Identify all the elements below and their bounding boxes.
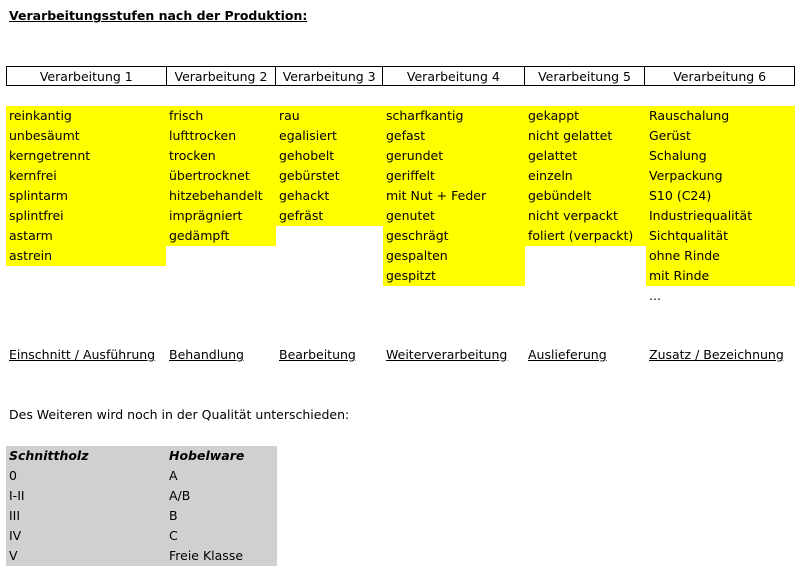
list-item: S10 (C24) xyxy=(646,186,795,206)
header-verarbeitung-3: Verarbeitung 3 xyxy=(276,67,383,85)
list-item: imprägniert xyxy=(166,206,276,226)
list-item: gedämpft xyxy=(166,226,276,246)
list-item: Rauschalung xyxy=(646,106,795,126)
list-item: gehobelt xyxy=(276,146,383,166)
header-verarbeitung-6: Verarbeitung 6 xyxy=(673,68,767,84)
list-item: kernfrei xyxy=(6,166,166,186)
list-item: foliert (verpackt) xyxy=(525,226,646,246)
list-item: gehackt xyxy=(276,186,383,206)
list-item: mit Nut + Feder xyxy=(383,186,525,206)
list-item: Sichtqualität xyxy=(646,226,795,246)
list-item: gefräst xyxy=(276,206,383,226)
list-item: splintarm xyxy=(6,186,166,206)
category-auslieferung: Auslieferung xyxy=(528,347,607,362)
schnittholz-value: IV xyxy=(9,528,22,543)
list-item: trocken xyxy=(166,146,276,166)
column-verarbeitung-5 xyxy=(525,106,646,246)
list-item: gefast xyxy=(383,126,525,146)
list-item: rau xyxy=(276,106,383,126)
schnittholz-value: 0 xyxy=(9,468,17,483)
list-item: gelattet xyxy=(525,146,646,166)
list-item: scharfkantig xyxy=(383,106,525,126)
list-item: astarm xyxy=(6,226,166,246)
list-item: Schalung xyxy=(646,146,795,166)
column-verarbeitung-4 xyxy=(383,106,525,286)
list-item: gekappt xyxy=(525,106,646,126)
schnittholz-value: V xyxy=(9,548,18,563)
list-item: nicht gelattet xyxy=(525,126,646,146)
schnittholz-value: I-II xyxy=(9,488,25,503)
header-hobelware: Hobelware xyxy=(169,448,245,463)
column-verarbeitung-2 xyxy=(166,106,276,246)
quality-note: Des Weiteren wird noch in der Qualität unterschieden: xyxy=(9,407,350,422)
category-zusatz: Zusatz / Bezeichnung xyxy=(649,347,784,362)
list-item: gespalten xyxy=(383,246,525,266)
list-item: frisch xyxy=(166,106,276,126)
hobelware-value: A xyxy=(169,468,178,483)
list-item: Gerüst xyxy=(646,126,795,146)
list-item: lufttrocken xyxy=(166,126,276,146)
list-item: Industriequalität xyxy=(646,206,795,226)
quality-header-row xyxy=(6,446,277,466)
list-item: astrein xyxy=(6,246,166,266)
category-einschnitt: Einschnitt / Ausführung xyxy=(9,347,156,362)
list-item: gespitzt xyxy=(383,266,525,286)
header-verarbeitung-1: Verarbeitung 1 xyxy=(7,67,167,85)
header-schnittholz: Schnittholz xyxy=(9,448,89,463)
table-row xyxy=(6,526,277,546)
list-item: genutet xyxy=(383,206,525,226)
list-item: egalisiert xyxy=(276,126,383,146)
list-item: hitzebehandelt xyxy=(166,186,276,206)
list-item: gerundet xyxy=(383,146,525,166)
hobelware-value: C xyxy=(169,528,178,543)
table-row xyxy=(6,466,277,486)
list-item: übertrocknet xyxy=(166,166,276,186)
list-item: Verpackung xyxy=(646,166,795,186)
schnittholz-value: III xyxy=(9,508,21,523)
list-item: geschrägt xyxy=(383,226,525,246)
table-row xyxy=(6,486,277,506)
ellipsis: ... xyxy=(649,288,661,303)
list-item: mit Rinde xyxy=(646,266,795,286)
header-verarbeitung-5: Verarbeitung 5 xyxy=(525,67,646,85)
column-verarbeitung-1 xyxy=(6,106,166,266)
list-item: gebürstet xyxy=(276,166,383,186)
column-verarbeitung-6 xyxy=(646,106,795,306)
list-item: einzeln xyxy=(525,166,646,186)
table-row xyxy=(6,546,277,566)
category-weiterverarbeitung: Weiterverarbeitung xyxy=(386,347,508,362)
list-item: splintfrei xyxy=(6,206,166,226)
list-item: kerngetrennt xyxy=(6,146,166,166)
list-item: reinkantig xyxy=(6,106,166,126)
category-bearbeitung: Bearbeitung xyxy=(279,347,356,362)
list-item: nicht verpackt xyxy=(525,206,646,226)
list-item: gebündelt xyxy=(525,186,646,206)
page-title: Verarbeitungsstufen nach der Produktion: xyxy=(9,8,308,23)
hobelware-value: A/B xyxy=(169,488,191,503)
processing-header-row xyxy=(6,66,795,86)
hobelware-value: Freie Klasse xyxy=(169,548,244,563)
list-item: geriffelt xyxy=(383,166,525,186)
list-item: unbesäumt xyxy=(6,126,166,146)
header-verarbeitung-2: Verarbeitung 2 xyxy=(167,67,277,85)
category-behandlung: Behandlung xyxy=(169,347,244,362)
table-row xyxy=(6,506,277,526)
column-verarbeitung-3 xyxy=(276,106,383,226)
hobelware-value: B xyxy=(169,508,178,523)
quality-table xyxy=(6,446,277,566)
list-item: ohne Rinde xyxy=(646,246,795,266)
header-verarbeitung-4: Verarbeitung 4 xyxy=(383,67,525,85)
